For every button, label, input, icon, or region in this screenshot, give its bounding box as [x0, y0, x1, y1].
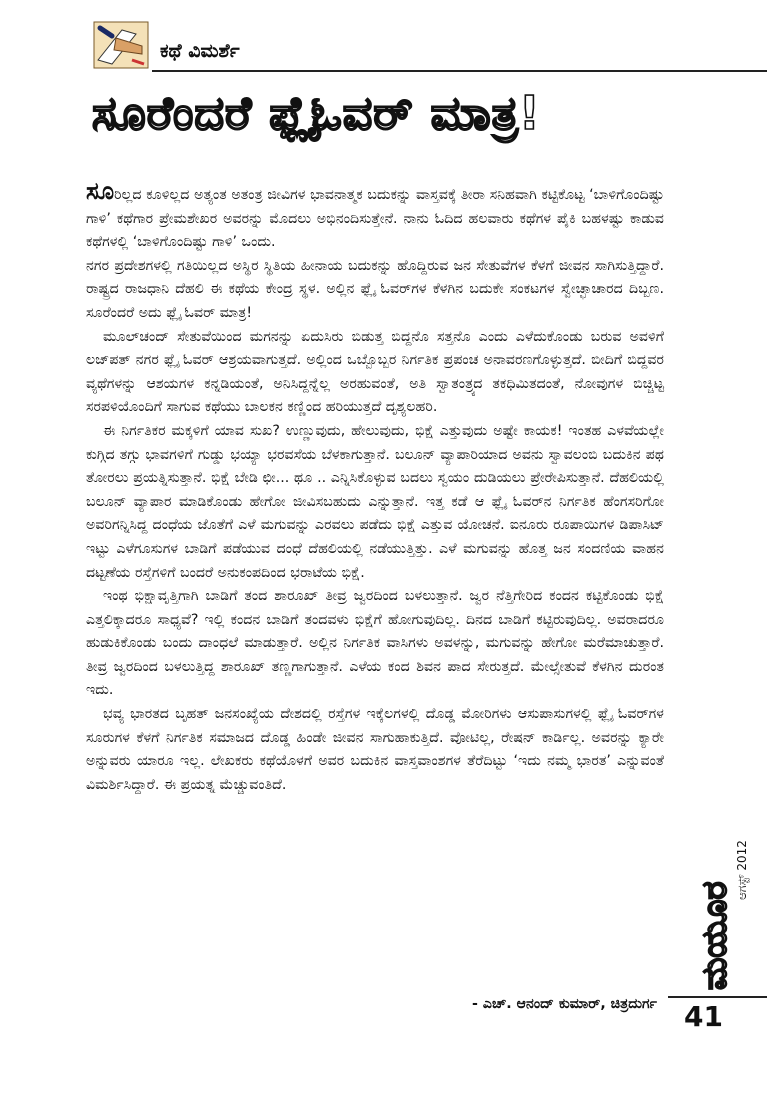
footer-divider	[668, 996, 767, 998]
paragraph	[86, 177, 664, 255]
article-title: ಸೂರೆಂದರೆ ಫ್ಲೈಓವರ್ ಮಾತ್ರ!	[92, 86, 541, 140]
section-header	[92, 20, 767, 72]
author-credit: - ಎಚ್. ಆನಂದ್ ಕುಮಾರ್, ಚಿತ್ರದುರ್ಗ	[472, 996, 657, 1012]
section-title: ಕಥೆ ವಿಮರ್ಶೆ	[160, 40, 240, 62]
issue-date: ಆಗಸ್ಟ್ 2012	[735, 840, 749, 900]
paragraph: ಇಂಥ ಭಿಕ್ಷಾವೃತ್ತಿಗಾಗಿ ಬಾಡಿಗೆ ತಂದ ಶಾರೂಖ್ ತೀವ್ರ ಜ್ವರದಿಂದ ಬಳಲುತ್ತಾನೆ. ಜ್ವರ ನೆತ್ತಿಗೇರಿದ ಕಂದನ ಕಟ್ಟಿಕೊಂಡು ಭಿಕ್ಷೆ ಎತ್ತಲಿಕ್ಕಾದರೂ ಸಾಧ್ಯವೆ? ಇಲ್ಲಿ ಕಂದನ ಬಾಡಿಗೆ ತಂದವಳು ಭಿಕ್ಷೆಗೆ ಹೋಗುವುದಿಲ್ಲ. ದಿನದ ಬಾಡಿಗೆ ಕಟ್ಟಿರುವುದಿಲ್ಲ. ಅವರಾದರೂ ಹುಡುಕಿಕೊಂಡು ಬಂದು ದಾಂಧಲೆ ಮಾಡುತ್ತಾರೆ. ಅಲ್ಲಿನ ನಿರ್ಗತಿಕ ವಾಸಿಗಳು ಅವಳನ್ನು, ಮಗುವನ್ನು ಹೇಗೋ ಮರೆಮಾಚುತ್ತಾರೆ. ತೀವ್ರ ಜ್ವರದಿಂದ ಬಳಲುತ್ತಿದ್ದ ಶಾರೂಖ್ ತಣ್ಣಗಾಗುತ್ತಾನೆ. ಎಳೆಯ ಕಂದ ಶಿವನ ಪಾದ ಸೇರುತ್ತದೆ. ಮೇಲ್ಸೇತುವೆ ಕೆಳಗಿನ ದುರಂತ ಇದು.	[86, 588, 664, 699]
paragraph: ಈ ನಿರ್ಗತಿಕರ ಮಕ್ಕಳಿಗೆ ಯಾವ ಸುಖ? ಉಣ್ಣುವುದು, ಹೇಲುವುದು, ಭಿಕ್ಷೆ ಎತ್ತುವುದು ಅಷ್ಟೇ ಕಾಯಕ! ಇಂತಹ ಎಳವೆಯಲ್ಲೇ ಕುಗ್ಗಿದ ತಗ್ಗು ಭಾವಗಳಿಗೆ ಗುಡ್ಡು ಭಯ್ಯಾ ಭರವಸೆಯ ಬೆಳಕಾಗುತ್ತಾನೆ. ಬಲೂನ್ ವ್ಯಾಪಾರಿಯಾದ ಅವನು ಸ್ವಾವಲಂಬಿ ಬದುಕಿನ ಪಥ ತೋರಲು ಪ್ರಯತ್ನಿಸುತ್ತಾನೆ. ಭಿಕ್ಷೆ ಬೇಡಿ ಛೀ... ಥೂ .. ಎನ್ನಿಸಿಕೊಳ್ಳುವ ಬದಲು ಸ್ವಯಂ ದುಡಿಯಲು ಪ್ರೇರೇಪಿಸುತ್ತಾನೆ. ದೆಹಲಿಯಲ್ಲಿ ಬಲೂನ್ ವ್ಯಾಪಾರ ಮಾಡಿಕೊಂಡು ಹೇಗೋ ಜೀವಿಸಬಹುದು ಎನ್ನುತ್ತಾನೆ. ಇತ್ತ ಕಡೆ ಆ ಫ್ಲೈ ಓವರ್‌ನ ನಿರ್ಗತಿಕ ಹೆಂಗಸರಿಗೋ ಅವರಿಗನ್ನಿಸಿದ್ದ ದಂಧೆಯ ಜೊತೆಗೆ ಎಳೆ ಮಗುವನ್ನು ಎರವಲು ಪಡೆದು ಭಿಕ್ಷೆ ಎತ್ತುವ ಯೋಚನೆ. ಐನೂರು ರೂಪಾಯಿಗಳ ಡಿಪಾಸಿಟ್ ಇಟ್ಟು ಎಳೆಗೂಸುಗಳ ಬಾಡಿಗೆ ಪಡೆಯುವ ದಂಧೆ ದೆಹಲಿಯಲ್ಲಿ ನಡೆಯುತ್ತಿತ್ತು. ಎಳೆ ಮಗುವನ್ನು ಹೊತ್ತ ಜನ ಸಂದಣಿಯ ವಾಹನ ದಟ್ಟಣೆಯ ರಸ್ತೆಗಳಿಗೆ ಬಂದರೆ ಅನುಕಂಪದಿಂದ ಭರಾಟೆಯ ಭಿಕ್ಷೆ.	[86, 422, 664, 581]
page-number: 41	[684, 1000, 723, 1033]
article-body	[86, 177, 664, 797]
paragraph-text: ರಿಲ್ಲದ ಕೂಳಿಲ್ಲದ ಅತ್ಯಂತ ಅತಂತ್ರ ಜೀವಿಗಳ ಭಾವನಾತ್ಮಕ ಬದುಕನ್ನು ವಾಸ್ತವಕ್ಕೆ ತೀರಾ ಸನಿಹವಾಗಿ ಕಟ್ಟಿಕೊಟ್ಟ ‘ಬಾಳಿಗೊಂದಿಷ್ಟು ಗಾಳಿ’ ಕಥೆಗಾರ ಪ್ರೇಮಶೇಖರ ಅವರನ್ನು ಮೊದಲು ಅಭಿನಂದಿಸುತ್ತೇನೆ. ನಾನು ಓದಿದ ಹಲವಾರು ಕಥೆಗಳ ಪೈಕಿ ಬಹಳಷ್ಟು ಕಾಡುವ ಕಥೆಗಳಲ್ಲಿ ‘ಬಾಳಿಗೊಂದಿಷ್ಟು ಗಾಳಿ’ ಒಂದು.	[86, 187, 664, 251]
paragraph: ಭವ್ಯ ಭಾರತದ ಬೃಹತ್ ಜನಸಂಖ್ಯೆಯ ದೇಶದಲ್ಲಿ ರಸ್ತೆಗಳ ಇಕ್ಕೆಲಗಳಲ್ಲಿ ದೊಡ್ಡ ಮೋರಿಗಳು ಆಸುಪಾಸುಗಳಲ್ಲಿ ಫ್ಲೈ ಓವರ್‌ಗಳ ಸೂರುಗಳ ಕೆಳಗೆ ನಿರ್ಗತಿಕ ಸಮಾಜದ ದೊಡ್ಡ ಹಿಂಡೇ ಜೀವನ ಸಾಗುಹಾಕುತ್ತಿದೆ. ವೋಟಿಲ್ಲ, ರೇಷನ್ ಕಾರ್ಡಿಲ್ಲ. ಅವರನ್ನು ಕ್ಯಾರೇ ಅನ್ನುವರು ಯಾರೂ ಇಲ್ಲ. ಲೇಖಕರು ಕಥೆಯೊಳಗೆ ಅವರ ಬದುಕಿನ ವಾಸ್ತವಾಂಶಗಳ ತೆರೆದಿಟ್ಟು ‘ಇದು ನಮ್ಮ ಭಾರತ’ ಎನ್ನುವಂತೆ ವಿಮರ್ಶಿಸಿದ್ದಾರೆ. ಈ ಪ್ರಯತ್ನ ಮೆಚ್ಚುವಂತಿದೆ.	[86, 706, 664, 793]
writing-hand-icon	[92, 20, 150, 70]
header-divider	[152, 70, 767, 72]
magazine-logo: ಮಯೂರ	[695, 881, 735, 990]
paragraph: ಮೂಲ್‌ಚಂದ್ ಸೇತುವೆಯಿಂದ ಮಗನನ್ನು ಏದುಸಿರು ಬಿಡುತ್ತ ಬಿದ್ದನೊ ಸತ್ತನೊ ಎಂದು ಎಳೆದುಕೊಂಡು ಬರುವ ಅವಳಿಗೆ ಲಜ್‌ಪತ್ ನಗರ ಫ್ಲೈ ಓವರ್ ಆಶ್ರಯವಾಗುತ್ತದೆ. ಅಲ್ಲಿಂದ ಒಬ್ಬೊಬ್ಬರ ನಿರ್ಗತಿಕ ಪ್ರಪಂಚ ಅನಾವರಣಗೊಳ್ಳುತ್ತದೆ. ಬೀದಿಗೆ ಬಿದ್ದವರ ವ್ಯಥೆಗಳನ್ನು ಆಶಯಗಳ ಕನ್ನಡಿಯಂತೆ, ಅನಿಸಿದ್ದನ್ನೆಲ್ಲ ಅರಹುವಂತೆ, ಅತಿ ಸ್ವಾತಂತ್ರ್ಯದ ತಕಧಿಮಿತದಂತೆ, ನೋವುಗಳ ಬಿಚ್ಚಿಟ್ಟ ಸರಪಳಿಯೊಂದಿಗೆ ಸಾಗುವ ಕಥೆಯು ಬಾಲಕನ ಕಣ್ಣಿಂದ ಹರಿಯುತ್ತದೆ ದೃಶ್ಯಲಹರಿ.	[86, 328, 664, 416]
paragraph: ನಗರ ಪ್ರದೇಶಗಳಲ್ಲಿ ಗತಿಯಿಲ್ಲದ ಅಸ್ಥಿರ ಸ್ಥಿತಿಯ ಹೀನಾಯ ಬದುಕನ್ನು ಹೊದ್ದಿರುವ ಜನ ಸೇತುವೆಗಳ ಕೆಳಗೆ ಜೀವನ ಸಾಗಿಸುತ್ತಿದ್ದಾರೆ. ರಾಷ್ಟ್ರದ ರಾಜಧಾನಿ ದೆಹಲಿ ಈ ಕಥೆಯ ಕೇಂದ್ರ ಸ್ಥಳ. ಅಲ್ಲಿನ ಫ್ಲೈ ಓವರ್‌ಗಳ ಕೆಳಗಿನ ಬದುಕೇ ಸಂಕಟಗಳ ಸ್ವೇಚ್ಛಾಚಾರದ ದಿಬ್ಬಣ. ಸೂರೆಂದರೆ ಅದು ಫ್ಲೈ ಓವರ್ ಮಾತ್ರ!	[86, 257, 664, 321]
magazine-sidebar	[675, 790, 767, 1005]
drop-cap: ಸೂ	[86, 177, 115, 205]
